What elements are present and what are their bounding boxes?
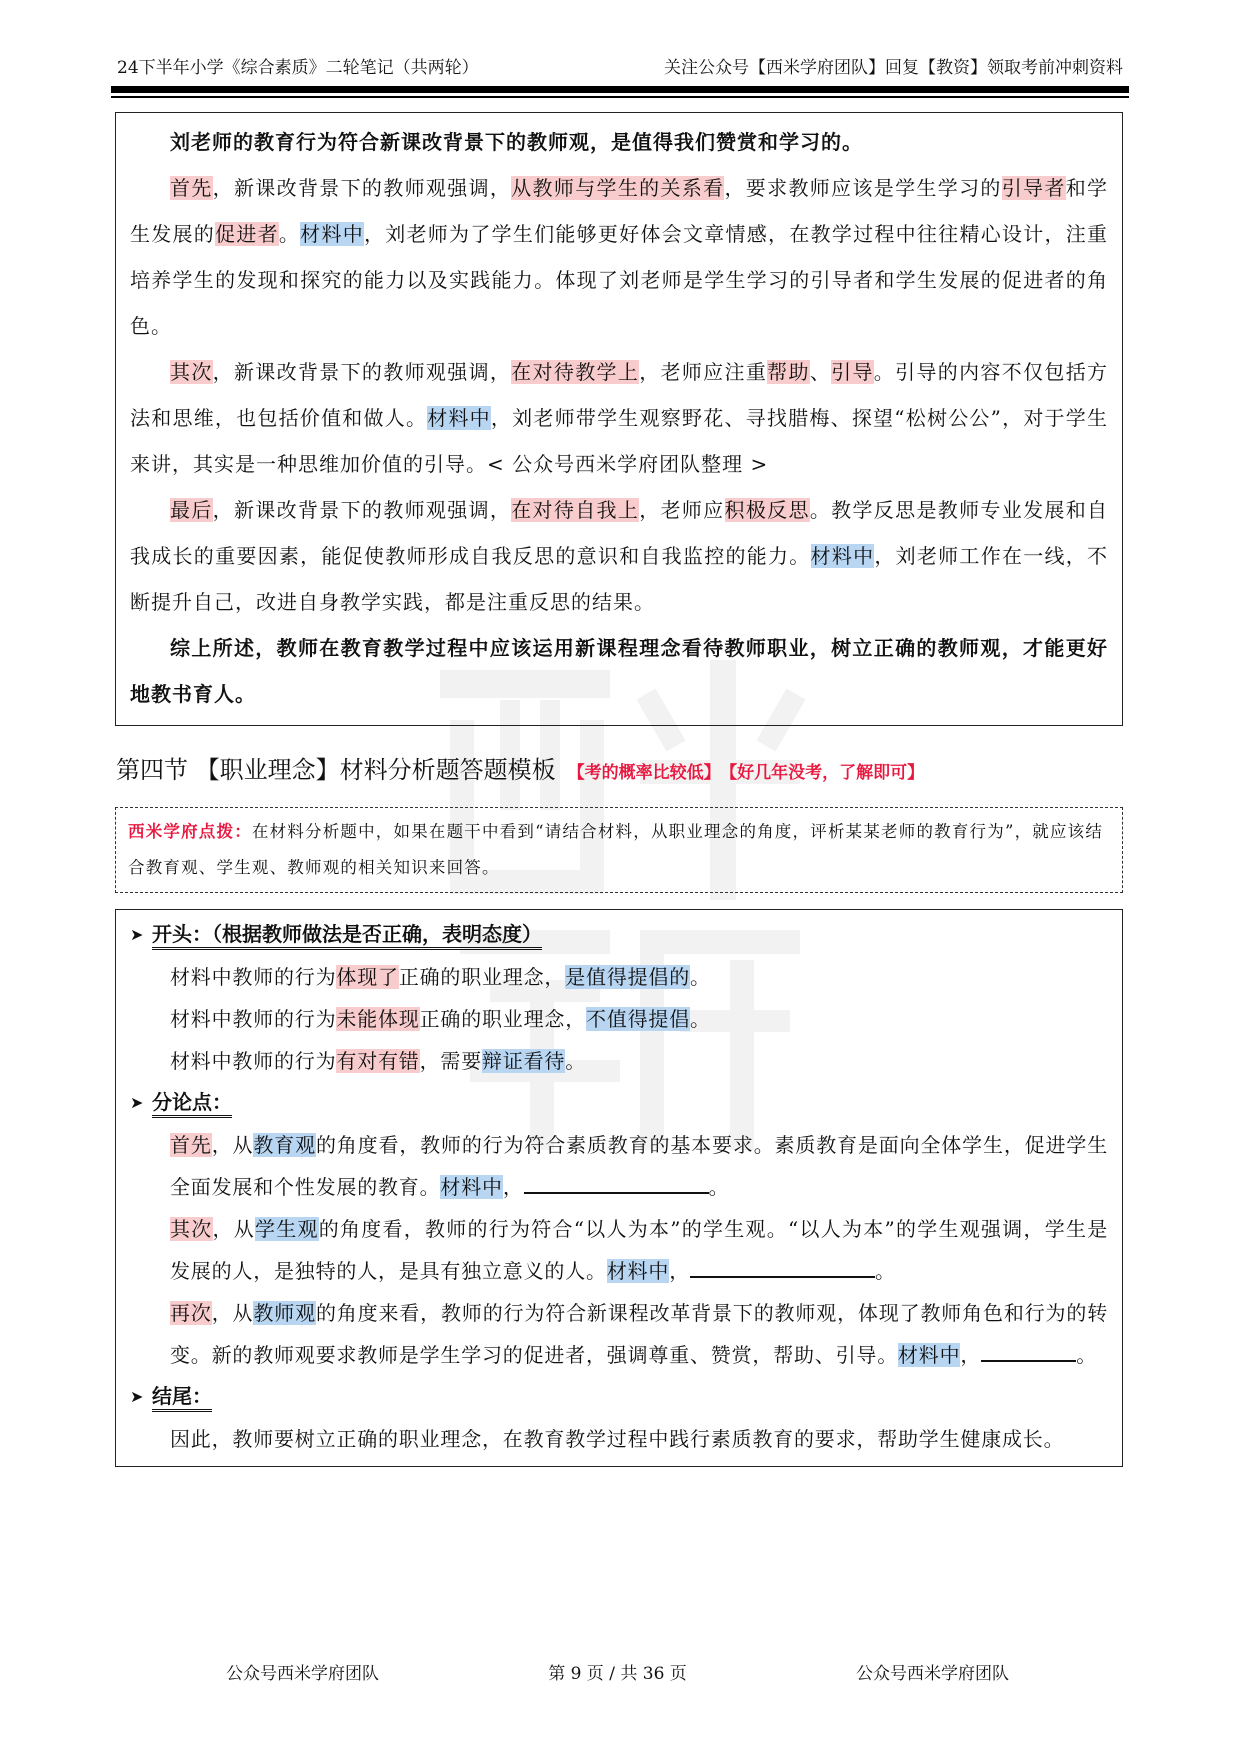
arrow-bullet-icon: ➤ [130,1387,144,1406]
text-segment: 正确的职业理念， [419,1007,587,1031]
highlight-blue: 不值得提倡 [586,1007,691,1031]
text-segment: 的角度来看，教师的行为符合新课程改革背景下的教师观，体现了教师角色和行为的转变。新的教师观要求教师是学生学习的促进者，强调尊重、赞赏，帮助、引导。 [170,1301,1109,1367]
text-segment: 。 [875,1259,896,1283]
section-heading [116,752,1129,791]
text-segment: 。 [565,1049,587,1073]
text-segment: ，老师应 [639,498,725,522]
footer-right: 公众号西米学府团队 [855,1664,1009,1684]
tip-text: 在材料分析题中，如果在题干中看到“请结合材料，从职业理念的角度，评析某某老师的教育行为”，就应该结合教育观、学生观、教师观的相关知识来回答。 [128,822,1104,877]
tip-box [115,807,1123,893]
highlight-red: 体现了 [336,965,399,989]
arrow-bullet-icon: ➤ [130,925,144,944]
highlight-blue: 是值得提倡的 [565,965,691,989]
header-title: 24下半年小学《综合素质》二轮笔记（共两轮） [117,58,479,78]
answer-box [115,112,1123,726]
highlight-blue: 学生观 [255,1217,319,1241]
text-segment: ， [502,1175,524,1199]
highlight-blue: 辩证看待 [482,1049,566,1073]
page-number: 第 9 页 / 共 36 页 [548,1664,687,1684]
highlight-blue: 材料中 [898,1343,961,1367]
highlight-blue: 教师观 [253,1301,316,1325]
template-line [170,998,1108,1040]
paragraph [130,487,1108,625]
highlight-red: 从教师与学生的关系看 [511,176,725,200]
text-segment: 的角度看，教师的行为符合“以人为本”的学生观。“以人为本”的学生观强调，学生是发展的人，是独特的人，是具有独立意义的人。 [170,1217,1109,1283]
text-segment: 、 [809,360,832,384]
highlight-blue: 材料中 [606,1259,670,1283]
highlight-red: 引导 [831,360,874,384]
page-footer [111,1662,1129,1726]
highlight-blue: 材料中 [427,406,491,430]
text-segment: ，老师应注重 [639,360,768,384]
section-title: 第四节 【职业理念】材料分析题答题模板 [116,756,556,784]
text-segment: ， [960,1343,982,1367]
highlight-red: 促进者 [215,222,279,246]
text-segment: 和学生发展的 [130,176,1109,246]
subheading-text: 结尾： [152,1383,212,1412]
text-segment: ，新课改背景下的教师观强调， [212,498,512,522]
highlight-red: 再次 [170,1301,212,1325]
text-segment: 。 [278,222,301,246]
highlight-blue: 教育观 [253,1133,316,1157]
highlight-red: 帮助 [767,360,810,384]
subheading-text: 分论点： [152,1089,232,1118]
page-header [111,56,1129,80]
tip-label: 西米学府点拨： [128,822,252,841]
text-segment: ，要求教师应该是学生学习的 [724,176,1002,200]
section-tag-not-tested: 【好几年没考，了解即可】 [728,763,925,783]
text-segment: ， [669,1259,691,1283]
text-segment: 正确的职业理念， [398,965,566,989]
text-segment: ，从 [211,1301,254,1325]
text-segment: 综上所述，教师在教育教学过程中应该运用新课程理念看待教师职业，树立正确的教师观，才能更好地教书育人。 [130,636,1108,706]
paragraph [130,119,1108,165]
template-line [170,1124,1108,1208]
subheading [130,914,1108,956]
highlight-blue: 材料中 [440,1175,503,1199]
text-segment: 因此，教师要树立正确的职业理念，在教育教学过程中践行素质教育的要求，帮助学生健康成长。 [170,1427,1065,1451]
paragraph [130,625,1108,717]
template-line [170,1040,1108,1082]
text-segment: ，从 [212,1217,256,1241]
text-segment: 材料中教师的行为 [170,1007,337,1031]
template-line [170,1418,1108,1460]
text-segment: 。 [690,1007,711,1031]
text-segment: ，刘老师工作在一线，不断提升自己，改进自身教学实践，都是注重反思的结果。 [130,544,1109,614]
text-segment: ，新课改背景下的教师观强调， [212,360,512,384]
highlight-red: 首先 [170,1133,212,1157]
text-segment: ，新课改背景下的教师观强调， [212,176,512,200]
highlight-red: 积极反思 [724,498,810,522]
highlight-red: 引导者 [1001,176,1066,200]
highlight-red: 在对待教学上 [511,360,640,384]
paragraph [130,165,1108,349]
highlight-red: 有对有错 [336,1049,420,1073]
text-segment: 材料中教师的行为 [170,1049,337,1073]
template-line [170,956,1108,998]
text-segment: 的角度看，教师的行为符合素质教育的基本要求。素质教育是面向全体学生，促进学生全面发展和个性发展的教育。 [170,1133,1109,1199]
subheading [130,1376,1108,1418]
text-segment: 。教学反思是教师专业发展和自我成长的重要因素，能促使教师形成自我反思的意识和自我监控的能力。 [130,498,1109,568]
text-segment: 刘老师的教育行为符合新课改背景下的教师观，是值得我们赞赏和学习的。 [170,130,863,154]
highlight-red: 其次 [170,1217,213,1241]
subheading [130,1082,1108,1124]
header-rule-thick [111,86,1129,93]
arrow-bullet-icon: ➤ [130,1093,144,1112]
text-segment: 材料中教师的行为 [170,965,337,989]
answer-blank [524,1172,709,1194]
subheading-text: 开头：（根据教师做法是否正确，表明态度） [152,921,542,950]
highlight-blue: 材料中 [810,544,875,568]
highlight-red: 未能体现 [336,1007,420,1031]
section-tag-low-probability: 【考的概率比较低】 [567,763,721,783]
text-segment: 。 [690,965,711,989]
answer-blank [981,1340,1076,1362]
header-rule-thin [111,96,1129,98]
text-segment: 。 [708,1175,730,1199]
template-line [170,1208,1108,1292]
template-line [170,1292,1108,1376]
text-segment: 。 [1076,1343,1098,1367]
highlight-red: 最后 [170,498,213,522]
footer-left: 公众号西米学府团队 [226,1664,379,1684]
text-segment: ，从 [211,1133,254,1157]
highlight-blue: 材料中 [300,222,364,246]
header-promo: 关注公众号【西米学府团队】回复【教资】领取考前冲刺资料 [664,58,1123,78]
text-segment: ，刘老师为了学生们能够更好体会文章情感，在教学过程中往往精心设计，注重培养学生的发现和探究的能力以及实践能力。体现了刘老师是学生学习的引导者和学生发展的促进者的角色。 [130,222,1109,338]
text-segment: ，需要 [419,1049,483,1073]
answer-blank [690,1256,875,1278]
highlight-red: 首先 [170,176,213,200]
template-box [115,909,1123,1467]
highlight-red: 其次 [170,360,213,384]
paragraph [130,349,1108,487]
highlight-red: 在对待自我上 [511,498,640,522]
text-segment: ，刘老师带学生观察野花、寻找腊梅、探望“松树公公”，对于学生来讲，其实是一种思维加价值的引导。< 公众号西米学府团队整理 > [130,406,1109,476]
text-segment: 。引导的内容不仅包括方法和思维，也包括价值和做人。 [130,360,1109,430]
